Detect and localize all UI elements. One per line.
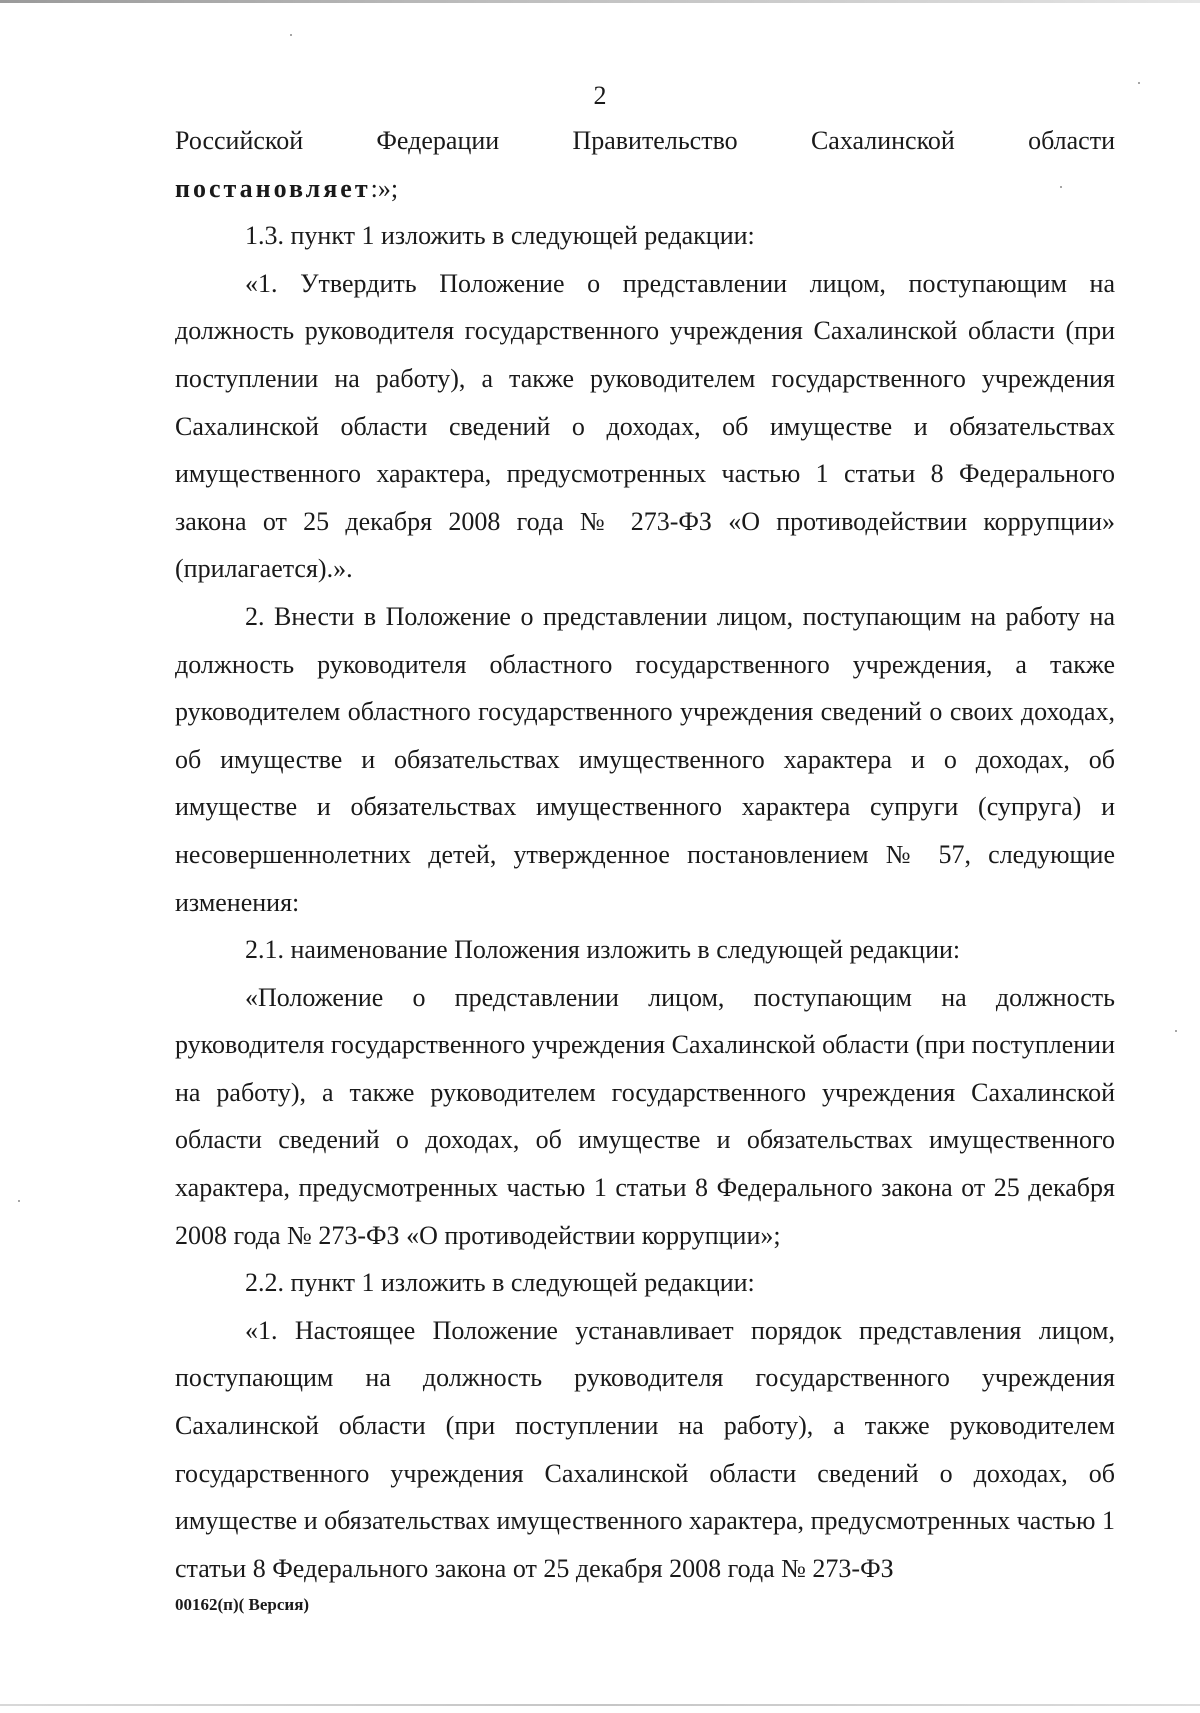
scan-speck — [1060, 186, 1062, 188]
lead-word: Правительство — [572, 126, 738, 155]
paragraph-quote-1: «1. Утвердить Положение о представлении лицом, поступающим на должность руководителя государственного учреждения Сахалинской области (при поступлении на работу), а также руководителем государственного учреждения Сахалинской области сведений о доходах, об имуществе и обязательствах имущественного характера, предусмотренных частью 1 статьи 8 Федерального закона от 25 декабря 2008 года № 273-ФЗ «О противодействии коррупции» (прилагается).». — [175, 268, 1115, 584]
scan-speck — [18, 1200, 20, 1202]
lead-word: Сахалинской — [810, 126, 955, 155]
paragraph-quote-title: «Положение о представлении лицом, поступающим на должность руководителя государственного учреждения Сахалинской области (при поступлении на работу), а также руководителем государственного учреждения Сахалинской области сведений о доходах, об имуществе и обязательствах имущественного характера, предусмотренных частью 1 статьи 8 Федерального закона от 25 декабря 2008 года № 273-ФЗ «О противодействии коррупции»; — [175, 982, 1115, 1250]
paragraph-2-1: 2.1. наименование Положения изложить в следующей редакции: — [245, 935, 961, 965]
lead-word: Федерации — [376, 126, 500, 155]
scan-speck — [1138, 82, 1140, 84]
paragraph-1-3: 1.3. пункт 1 изложить в следующей редакции: — [245, 221, 755, 251]
lead-tail: :»; — [370, 173, 399, 203]
lead-word: области — [1028, 126, 1115, 155]
page-number: 2 — [593, 81, 607, 110]
paragraph-2: 2. Внести в Положение о представлении лицом, поступающим на работу на должность руководителя областного государственного учреждения, а также руководителем областного государственного учреждения сведений о своих доходах, об имуществе и обязательствах имущественного характера и о доходах, об имуществе и обязательствах имущественного характера супруги (супруга) и несовершеннолетних детей, утвержденное постановлением № 57, следующие изменения: — [175, 601, 1115, 917]
document-body — [175, 117, 1115, 1592]
scan-speck — [290, 34, 292, 36]
scan-edge-top — [0, 0, 1200, 3]
scan-edge-bottom — [0, 1704, 1200, 1706]
scan-speck — [1175, 1030, 1177, 1032]
bold-resolves: постановляет — [175, 173, 371, 203]
lead-word: Российской — [175, 126, 304, 155]
paragraph-quote-1-new: «1. Настоящее Положение устанавливает порядок представления лицом, поступающим на должность руководителя государственного учреждения Сахалинской области (при поступлении на работу), а также руководителем государственного учреждения Сахалинской области сведений о доходах, об имуществе и обязательствах имущественного характера, предусмотренных частью 1 статьи 8 Федерального закона от 25 декабря 2008 года № 273-ФЗ — [175, 1315, 1115, 1583]
paragraph-2-2: 2.2. пункт 1 изложить в следующей редакции: — [245, 1268, 755, 1298]
paragraph-lead — [175, 117, 1115, 165]
paragraph-lead-end — [175, 165, 1115, 213]
footer-doc-code: 00162(п)( Версия) — [175, 1595, 310, 1614]
